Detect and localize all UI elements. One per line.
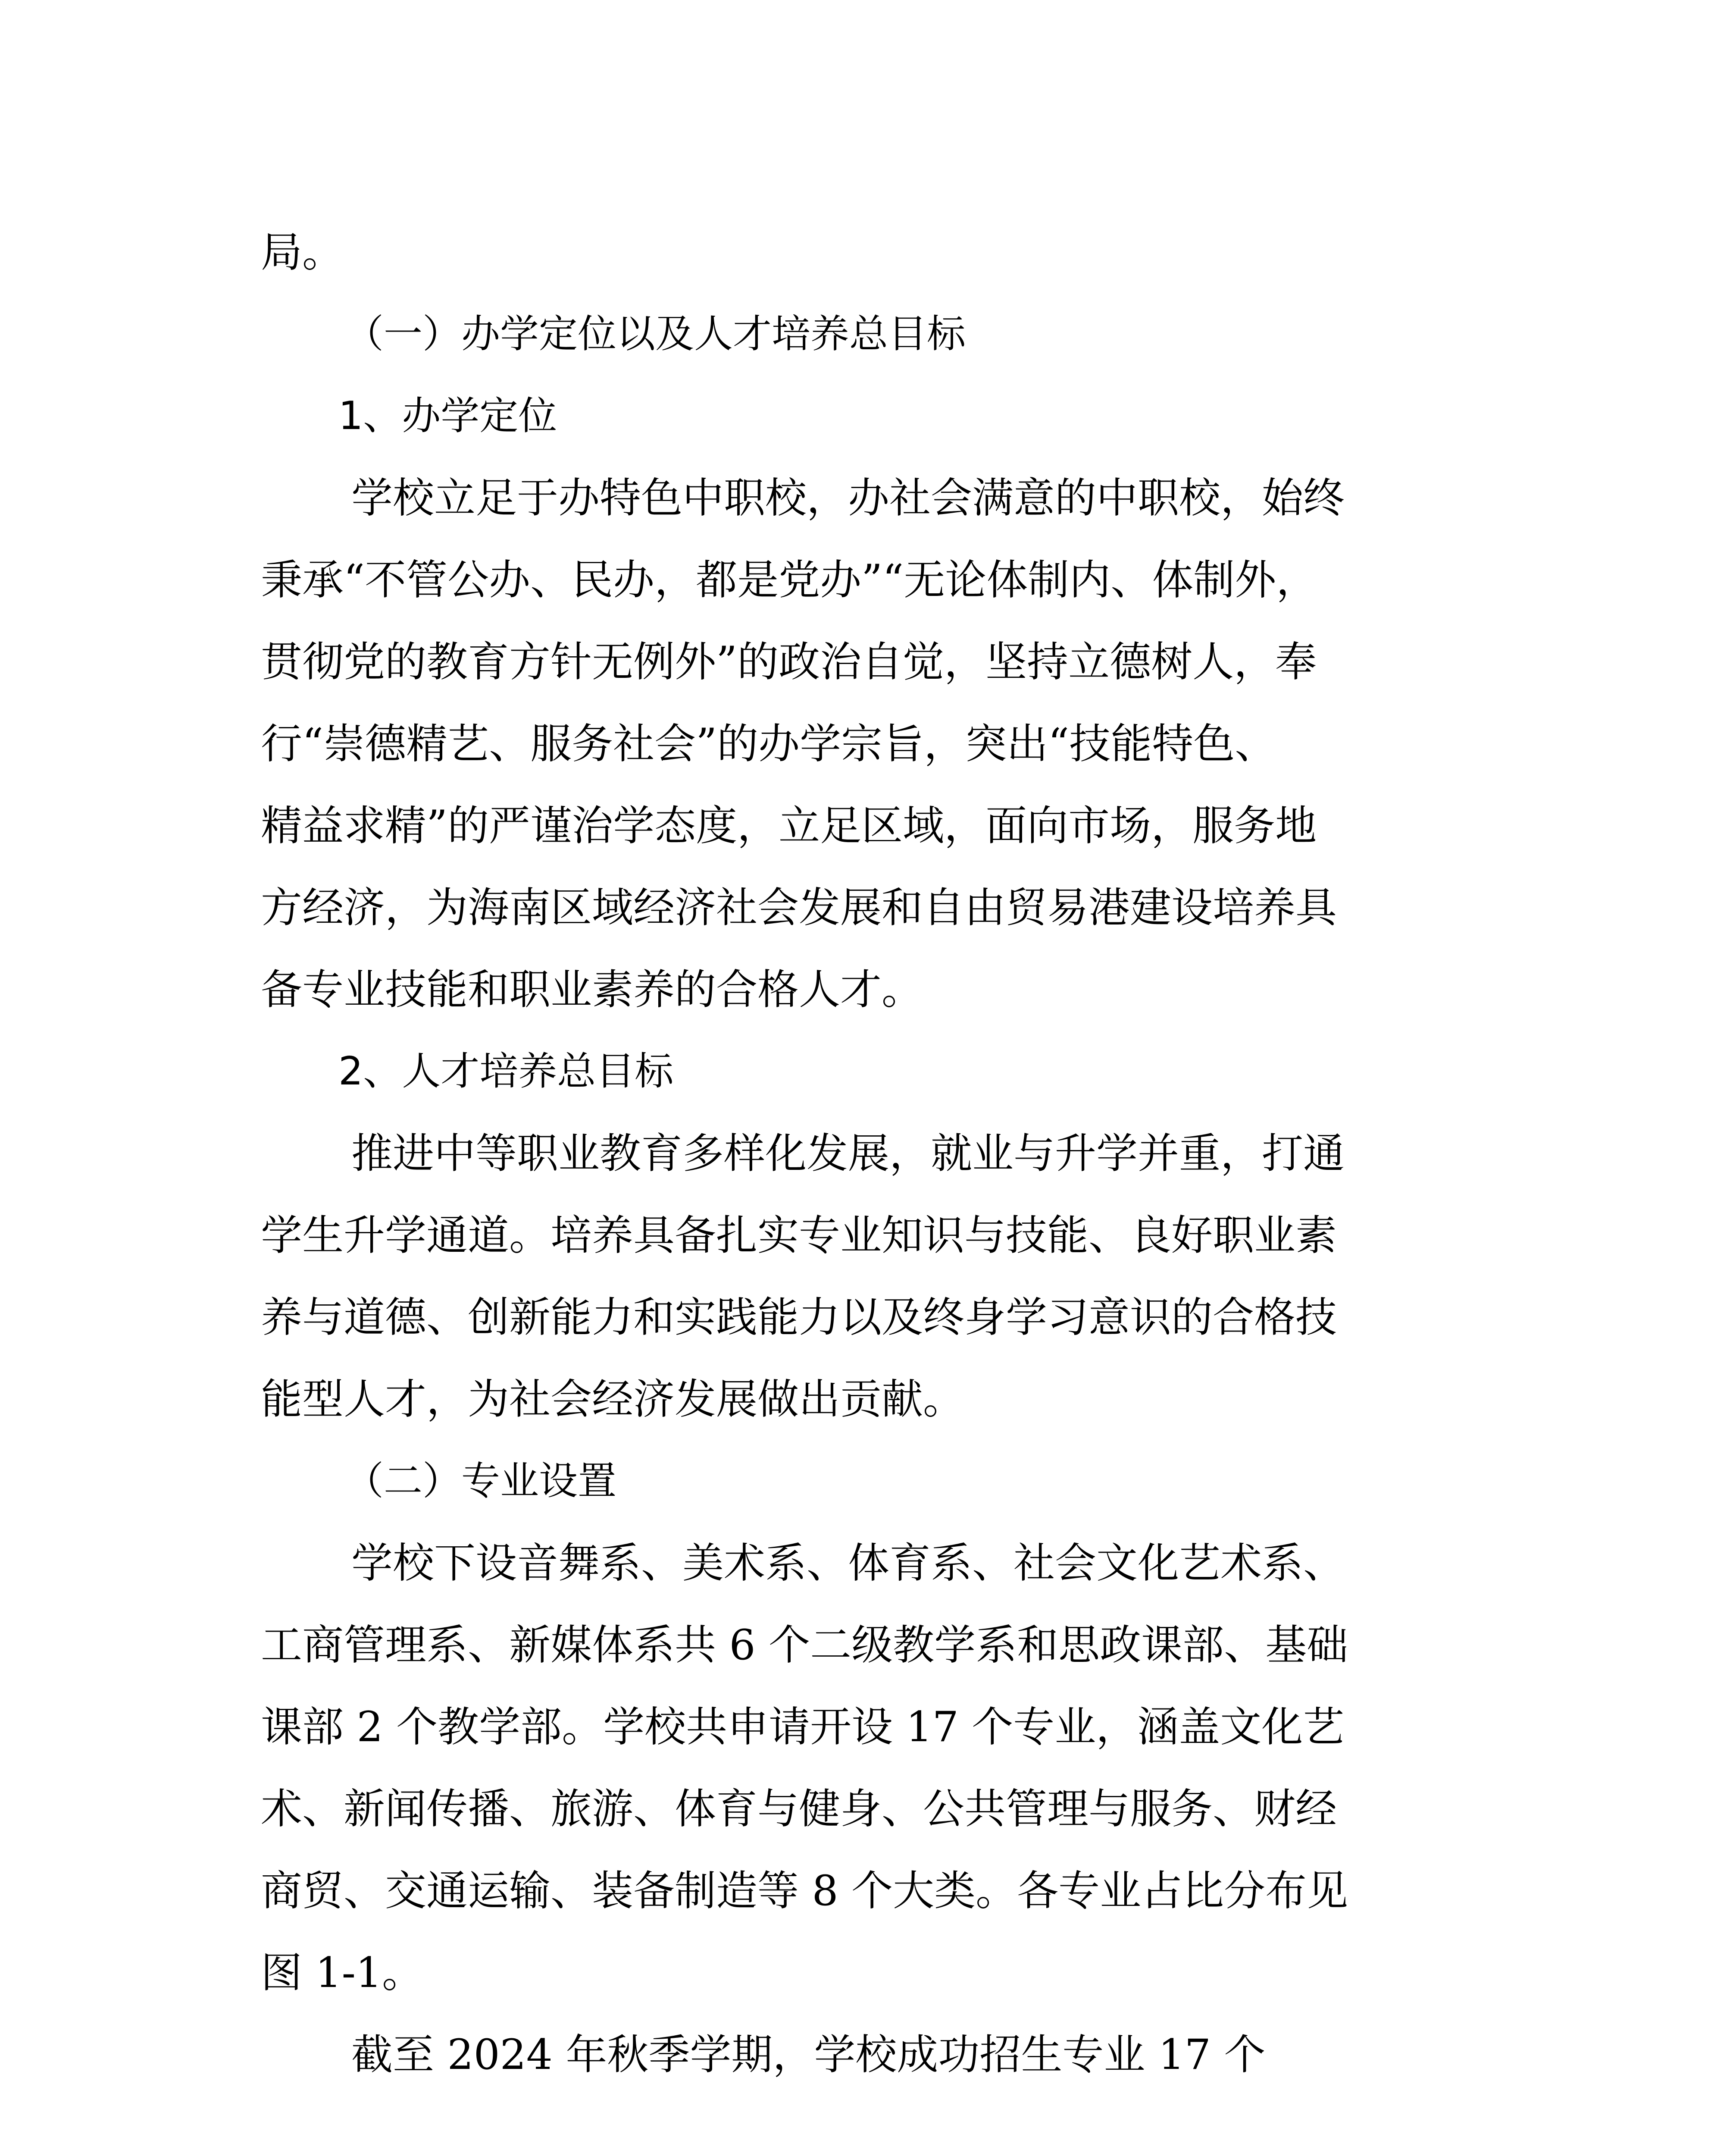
section-heading: （一）办学定位以及人才培养总目标 <box>345 311 966 357</box>
paragraph-line: 图 1-1。 <box>261 1949 424 1997</box>
paragraph-line: 方经济，为海南区域经济社会发展和自由贸易港建设培养具 <box>261 884 1337 932</box>
paragraph-line: 推进中等职业教育多样化发展，就业与升学并重，打通 <box>351 1129 1345 1178</box>
paragraph-line: 商贸、交通运输、装备制造等 8 个大类。各专业占比分布见 <box>261 1867 1348 1915</box>
paragraph-line: 工商管理系、新媒体系共 6 个二级教学系和思政课部、基础 <box>261 1621 1348 1669</box>
subsection-heading: 2、人才培养总目标 <box>338 1049 674 1094</box>
subsection-heading: 1、办学定位 <box>338 393 557 439</box>
section-heading: （二）专业设置 <box>345 1458 616 1504</box>
paragraph-line: 备专业技能和职业素养的合格人才。 <box>261 965 923 1014</box>
paragraph-line: 养与道德、创新能力和实践能力以及终身学习意识的合格技 <box>261 1293 1337 1341</box>
paragraph-line: 行“崇德精艺、服务社会”的办学宗旨，突出“技能特色、 <box>261 720 1276 768</box>
paragraph-line: 学校下设音舞系、美术系、体育系、社会文化艺术系、 <box>351 1539 1345 1587</box>
paragraph-line: 精益求精”的严谨治学态度，立足区域，面向市场，服务地 <box>261 802 1317 850</box>
paragraph-line: 课部 2 个教学部。学校共申请开设 17 个专业，涵盖文化艺 <box>261 1703 1345 1751</box>
paragraph-line: 学生升学通道。培养具备扎实专业知识与技能、良好职业素 <box>261 1211 1337 1260</box>
paragraph-line: 学校立足于办特色中职校，办社会满意的中职校，始终 <box>351 474 1345 522</box>
paragraph-line: 贯彻党的教育方针无例外”的政治自觉，坚持立德树人，奉 <box>261 638 1317 686</box>
paragraph-line: 能型人才，为社会经济发展做出贡献。 <box>261 1375 964 1423</box>
paragraph-line: 截至 2024 年秋季学期，学校成功招生专业 17 个 <box>351 2031 1266 2079</box>
paragraph-line: 术、新闻传播、旅游、体育与健身、公共管理与服务、财经 <box>261 1785 1337 1833</box>
paragraph-line: 秉承“不管公办、民办，都是党办”“无论体制内、体制外， <box>261 556 1318 604</box>
text-line: 局。 <box>261 228 344 276</box>
